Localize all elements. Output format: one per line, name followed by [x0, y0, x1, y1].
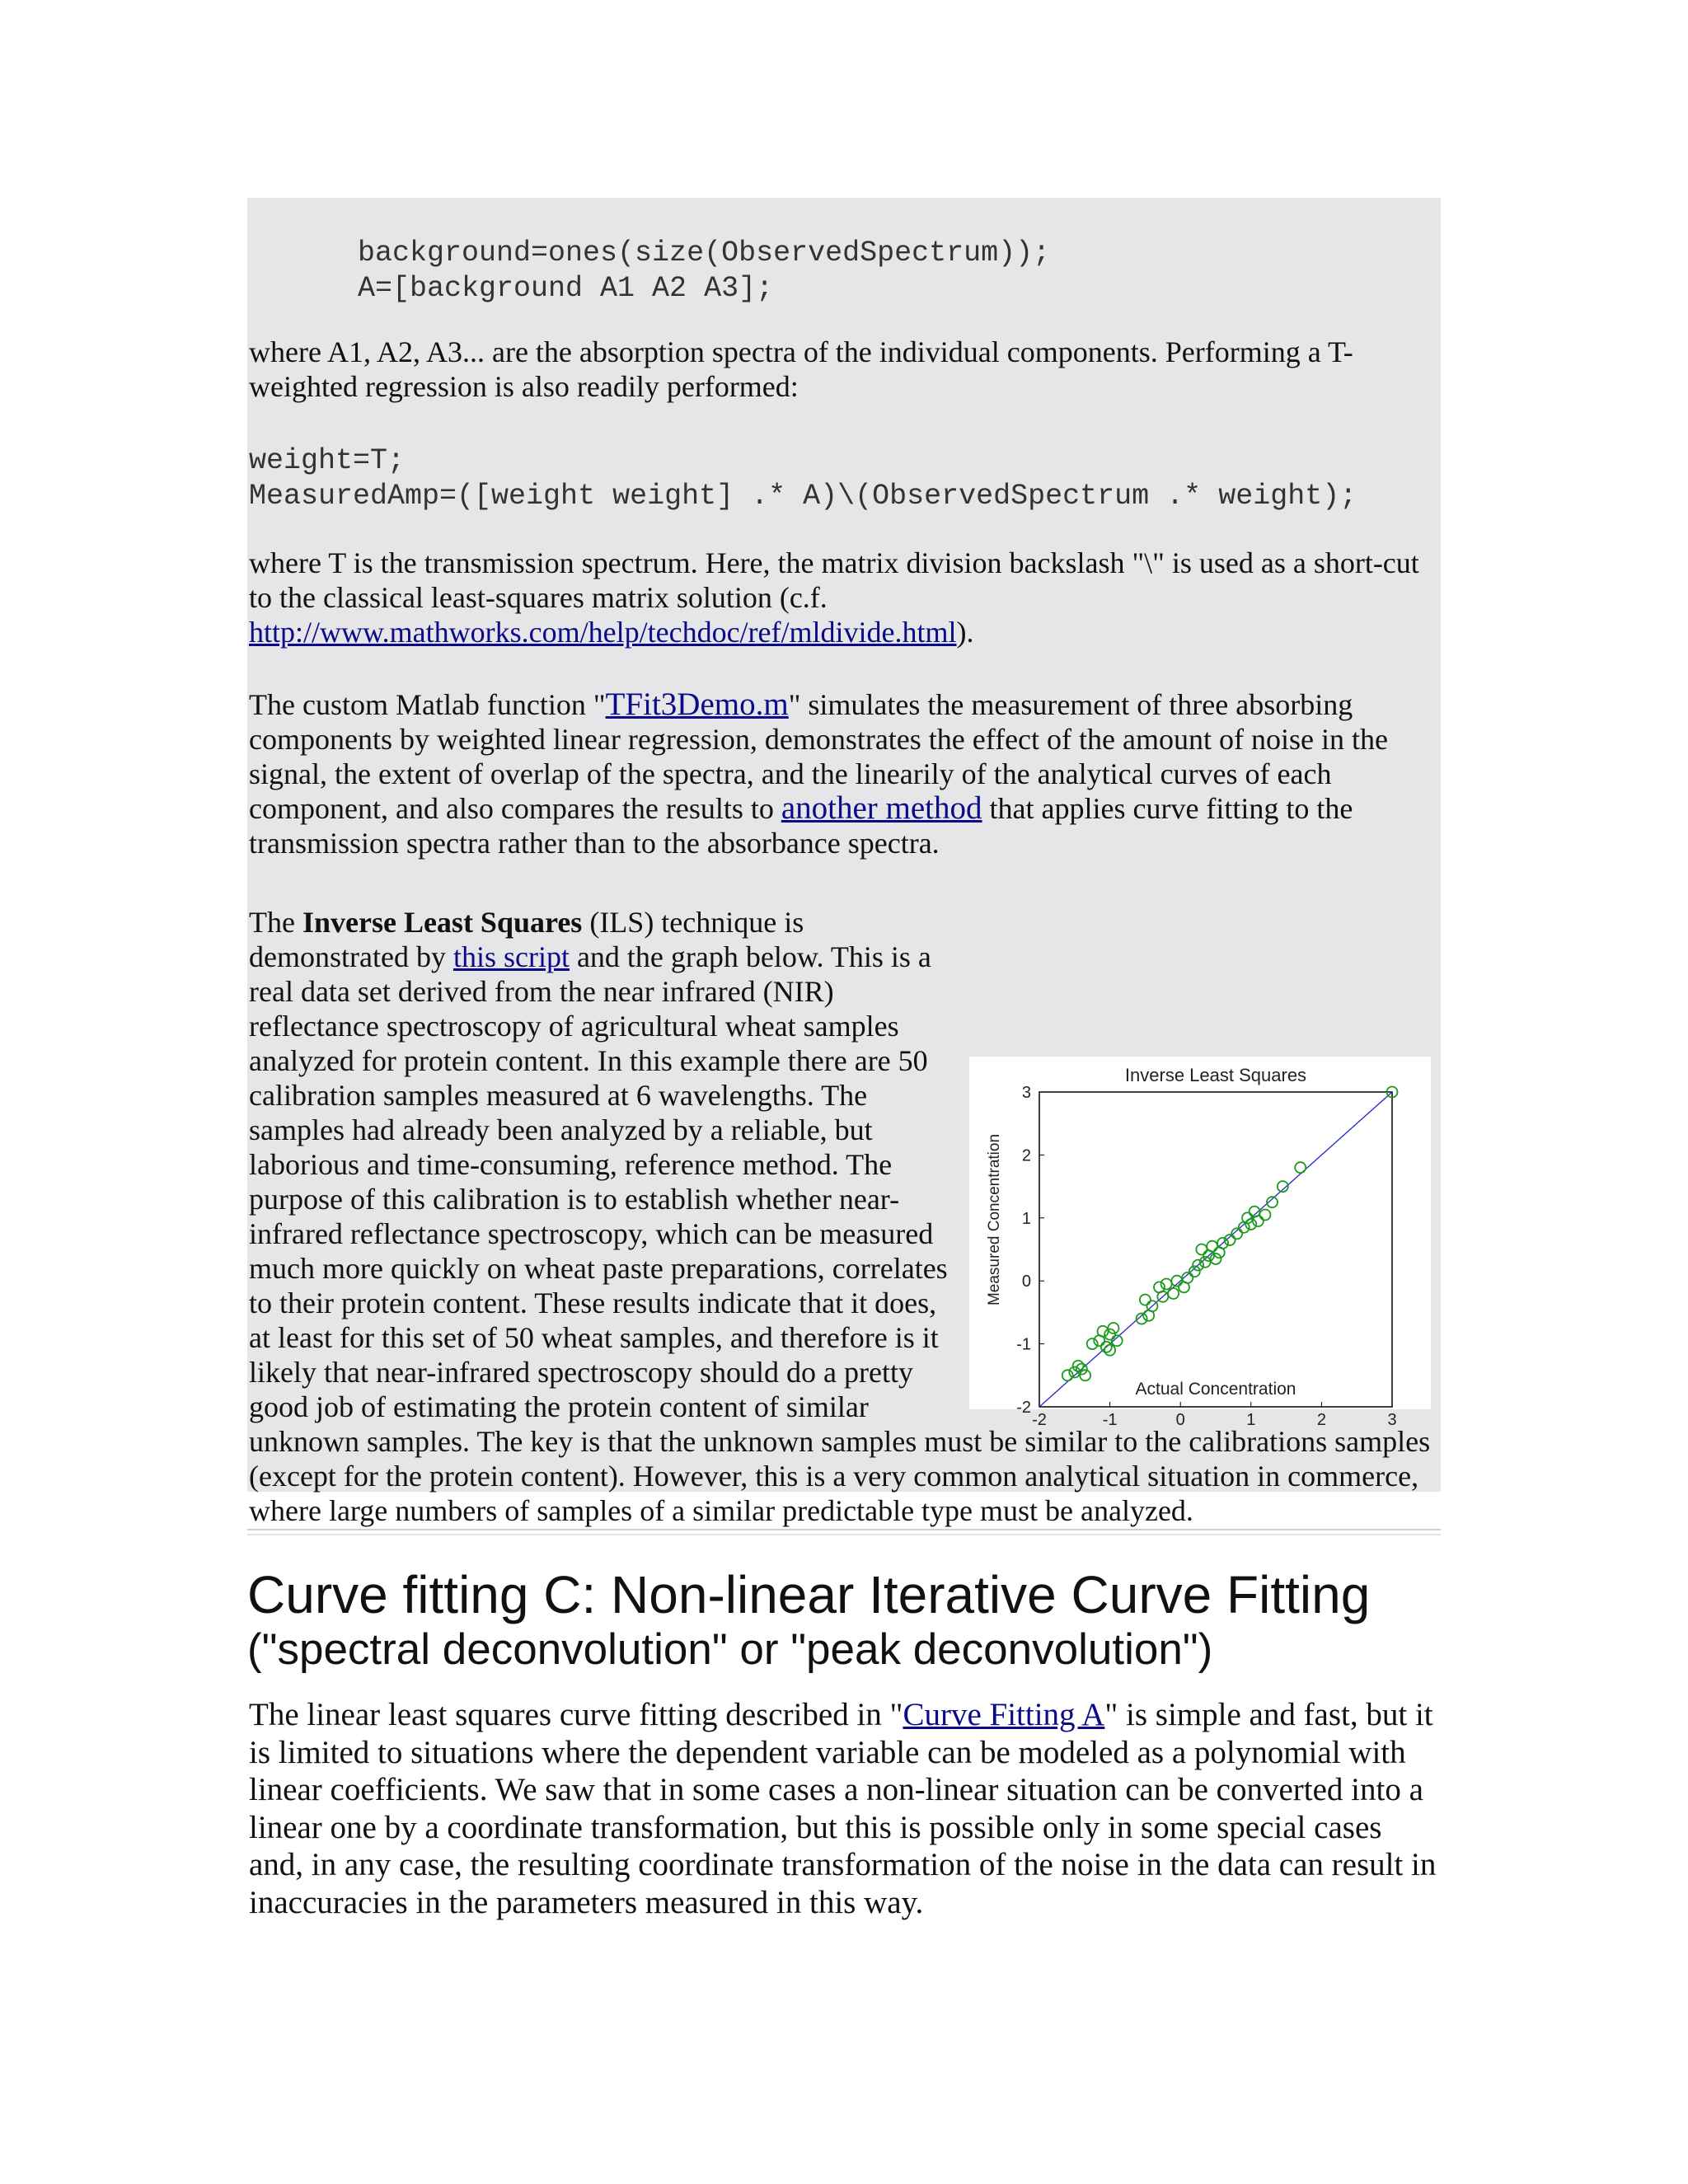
horizontal-rule-shadow	[247, 1534, 1441, 1535]
x-tick-label: 2	[1316, 1411, 1326, 1429]
curve-fitting-a-link[interactable]: Curve Fitting A	[903, 1697, 1105, 1732]
y-axis-label: Measured Concentration	[986, 1133, 1003, 1306]
paragraph-text: " is simple and fast, but it is limited to situations where the dependent variable can be modeled as a polynomial with linear coefficients. We saw that in some cases a non-linear situation can be converted into a linear one by a coordinate transformation, but this is possible only in some special cases and, in any case, the resulting coordinate transformation of the noise in the data can result in inaccuracies in the parameters measured in this way.	[249, 1697, 1437, 1920]
paragraph-tfit3demo	[249, 687, 1436, 860]
y-tick-label: 1	[1021, 1209, 1031, 1228]
paragraph-components: where A1, A2, A3... are the absorption spectra of the individual components. Performing a T-weighted regression is also readily performed:	[249, 335, 1353, 403]
paragraph-text: (ILS) technique is demonstrated by	[249, 906, 804, 973]
section-heading: Curve fitting C: Non-linear Iterative Curve Fitting	[247, 1565, 1371, 1624]
mldivide-link[interactable]: http://www.mathworks.com/help/techdoc/ref/mldivide.html	[249, 616, 957, 649]
this-script-link[interactable]: this script	[452, 940, 570, 973]
x-tick-label: 1	[1246, 1411, 1256, 1429]
x-axis-label: Actual Concentration	[1135, 1380, 1296, 1399]
data-point	[1098, 1326, 1109, 1337]
another-method-link[interactable]: another method	[781, 790, 982, 826]
code-line: MeasuredAmp=([weight weight] .* A)\(ObservedSpectrum .* weight);	[249, 480, 1357, 513]
paragraph-text: " simulates the measurement of three absorbing components by weighted linear regression, demonstrates the effect of the amount of noise in the signal, the extent of overlap of the spectra, and the linearily of the analytical curves of each component, and also compares the results to	[249, 688, 1388, 825]
ils-scatter-chart	[969, 1057, 1431, 1429]
section-subheading: ("spectral deconvolution" or "peak deconvolution")	[247, 1625, 1213, 1674]
paragraph-text: The linear least squares curve fitting described in "	[249, 1697, 903, 1732]
data-point	[1211, 1254, 1221, 1264]
x-tick-label: 0	[1175, 1411, 1185, 1429]
code-line: A=[background A1 A2 A3];	[358, 272, 774, 305]
y-tick-label: 2	[1021, 1146, 1031, 1165]
x-tick-label: -1	[1102, 1411, 1118, 1429]
bold-term: Inverse Least Squares	[302, 906, 583, 939]
y-tick-label: 0	[1021, 1272, 1031, 1291]
y-tick-label: -2	[1016, 1399, 1031, 1417]
data-point	[1259, 1209, 1270, 1220]
data-point	[1168, 1288, 1179, 1299]
data-point	[1108, 1323, 1118, 1333]
paragraph-curve-fitting	[249, 1696, 1441, 1921]
paragraph-text: The	[249, 906, 302, 939]
data-point	[1161, 1279, 1172, 1290]
paragraph-text: ).	[956, 616, 974, 649]
paragraph-text: that applies curve fitting to the transmission spectra rather than to the absorbance spectra.	[249, 792, 1353, 860]
data-point	[1062, 1370, 1073, 1380]
data-point	[1140, 1295, 1151, 1305]
data-point	[1295, 1162, 1306, 1173]
data-point	[1196, 1244, 1207, 1255]
data-point	[1207, 1241, 1217, 1252]
code-line: weight=T;	[249, 444, 406, 477]
ils-figure	[969, 1057, 1431, 1429]
data-point	[1087, 1338, 1098, 1349]
data-point	[1253, 1216, 1264, 1226]
paragraph-transmission	[249, 546, 1436, 649]
data-point	[1104, 1329, 1115, 1340]
paragraph-text: The custom Matlab function "	[249, 688, 606, 721]
chart-title: Inverse Least Squares	[1124, 1065, 1307, 1085]
x-tick-label: 3	[1387, 1411, 1397, 1429]
paragraph-text: where T is the transmission spectrum. Here, the matrix division backslash "\" is used as a short-cut to the classical least-squares matrix solution (c.f.	[249, 546, 1419, 614]
horizontal-rule	[247, 1529, 1441, 1530]
data-point	[1080, 1370, 1090, 1380]
code-block-background	[358, 236, 1050, 307]
paragraph-text: and the graph below. This is a real data set derived from the near infrared (NIR) reflectance spectroscopy of agricultural wheat samples analyzed for protein content. In this example there are 50 calibration samples measured at 6 wavelengths. The samples had already been analyzed by a reliable, but laborious and time-consuming, reference method. The purpose of this calibration is to establish whether near-infrared reflectance spectroscopy, which can be measured much more quickly on wheat paste preparations, correlates to their protein content. These results indicate that it does, at least for this set of 50 wheat samples, and therefore is it likely that near-infrared spectroscopy should do a pretty good job of estimating the protein content of similar unknown samples. The key is that the unknown samples must be similar to the calibrations samples (except for the protein content). However, this is a very common analytical situation in commerce, where large numbers of samples of a similar predictable type must be analyzed.	[249, 940, 1431, 1527]
tfit3demo-link[interactable]: TFit3Demo.m	[605, 687, 789, 722]
code-line: background=ones(size(ObservedSpectrum));	[358, 237, 1051, 269]
y-tick-label: 3	[1021, 1084, 1031, 1102]
code-block-weight	[249, 443, 1357, 514]
data-point	[1245, 1219, 1256, 1230]
y-tick-label: -1	[1016, 1335, 1031, 1354]
x-tick-label: -2	[1032, 1411, 1047, 1429]
